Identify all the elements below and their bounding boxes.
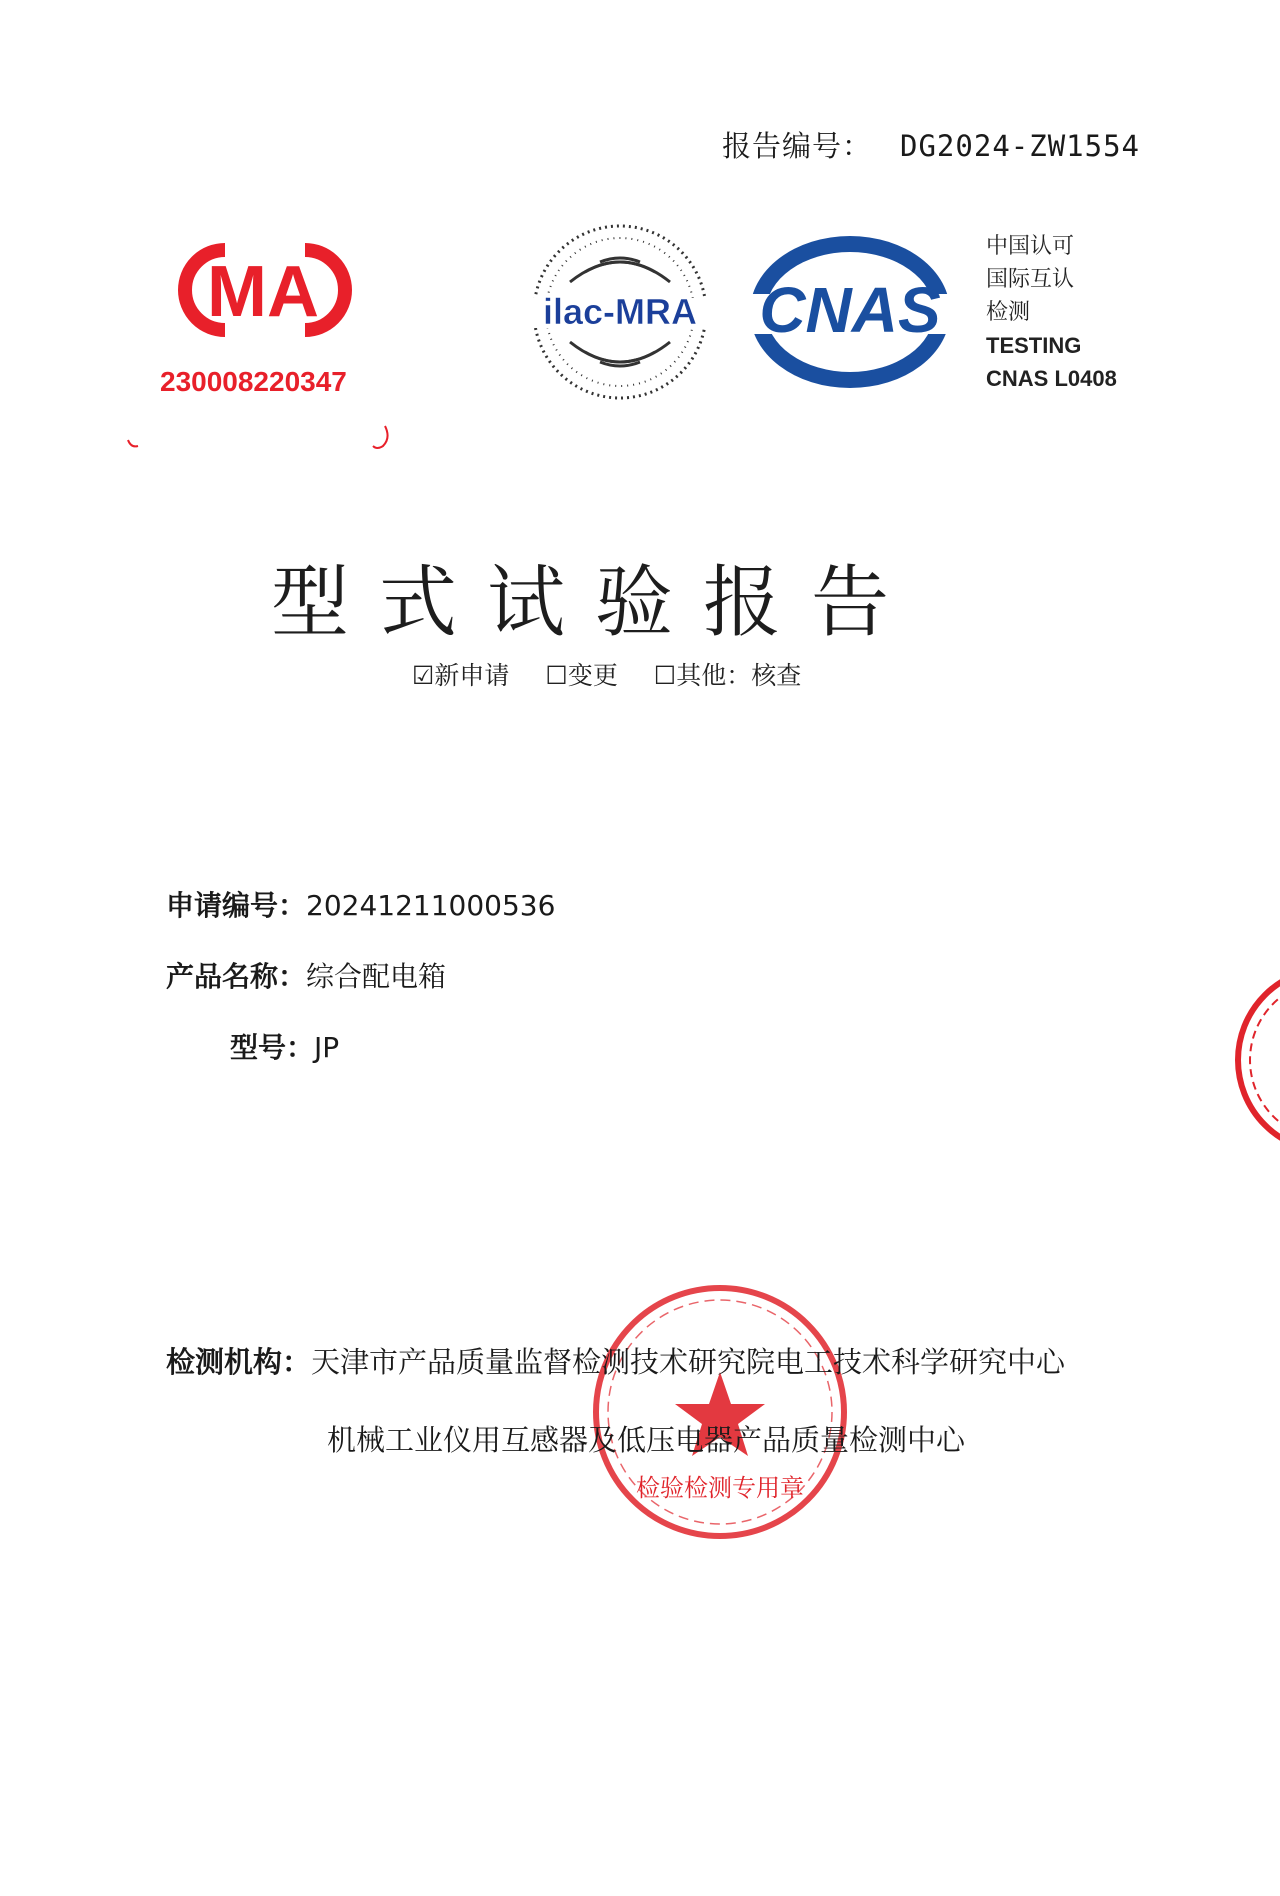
application-number-value: 20241211000536 xyxy=(306,889,556,922)
cma-letters: MA xyxy=(207,252,319,332)
option-change: ☐变更 xyxy=(545,661,618,690)
application-number-label: 申请编号： xyxy=(166,889,307,922)
cnas-line-4: TESTING xyxy=(986,333,1082,358)
option-other: ☐其他：核查 xyxy=(653,661,802,690)
option-checkbox-unchecked: ☐ xyxy=(653,661,677,690)
report-number-label: 报告编号： xyxy=(722,129,873,163)
application-number-field xyxy=(166,884,555,924)
application-options xyxy=(412,656,829,692)
testing-org-line-1 xyxy=(166,1340,1065,1381)
ilac-mra-text: ilac-MRA xyxy=(542,291,698,332)
testing-org-name-2: 机械工业仪用互感器及低压电器产品质量检测中心 xyxy=(327,1423,966,1457)
option-checkbox-unchecked: ☐ xyxy=(545,661,568,690)
model-label: 型号： xyxy=(230,1031,315,1064)
testing-org-name-1: 天津市产品质量监督检测技术研究院电工技术科学研究中心 xyxy=(311,1345,1066,1379)
cnas-line-1: 中国认可 xyxy=(986,234,1075,259)
cma-logo xyxy=(165,240,361,340)
cma-number: 230008220347 xyxy=(160,366,347,397)
model-value: JP xyxy=(314,1031,340,1064)
model-field xyxy=(230,1026,339,1066)
report-number xyxy=(722,124,1140,165)
option-new-application: ☑新申请 xyxy=(412,661,510,690)
option-checkbox-checked: ☑ xyxy=(412,661,435,690)
official-seal xyxy=(590,1282,850,1542)
product-name-value: 综合配电箱 xyxy=(306,960,447,993)
document-title: 型式试验报告 xyxy=(270,558,919,648)
edge-seal-partial-icon xyxy=(1230,960,1280,1160)
cnas-logo-text: CNAS xyxy=(759,274,941,346)
ilac-mra-logo xyxy=(530,222,710,402)
cnas-accreditation-block xyxy=(986,230,1117,395)
cnas-logo xyxy=(745,232,955,392)
product-name-label: 产品名称： xyxy=(166,960,307,993)
report-number-value: DG2024-ZW1554 xyxy=(900,129,1140,163)
cnas-line-2: 国际互认 xyxy=(986,267,1075,292)
testing-org-label: 检测机构： xyxy=(166,1345,312,1379)
testing-org-line-2 xyxy=(327,1418,965,1459)
seal-text: 检验检测专用章 xyxy=(636,1474,804,1502)
cma-scribble-icon xyxy=(120,420,400,456)
cnas-line-5: CNAS L0408 xyxy=(986,366,1117,391)
cnas-line-3: 检测 xyxy=(986,300,1031,325)
product-name-field xyxy=(166,955,446,995)
